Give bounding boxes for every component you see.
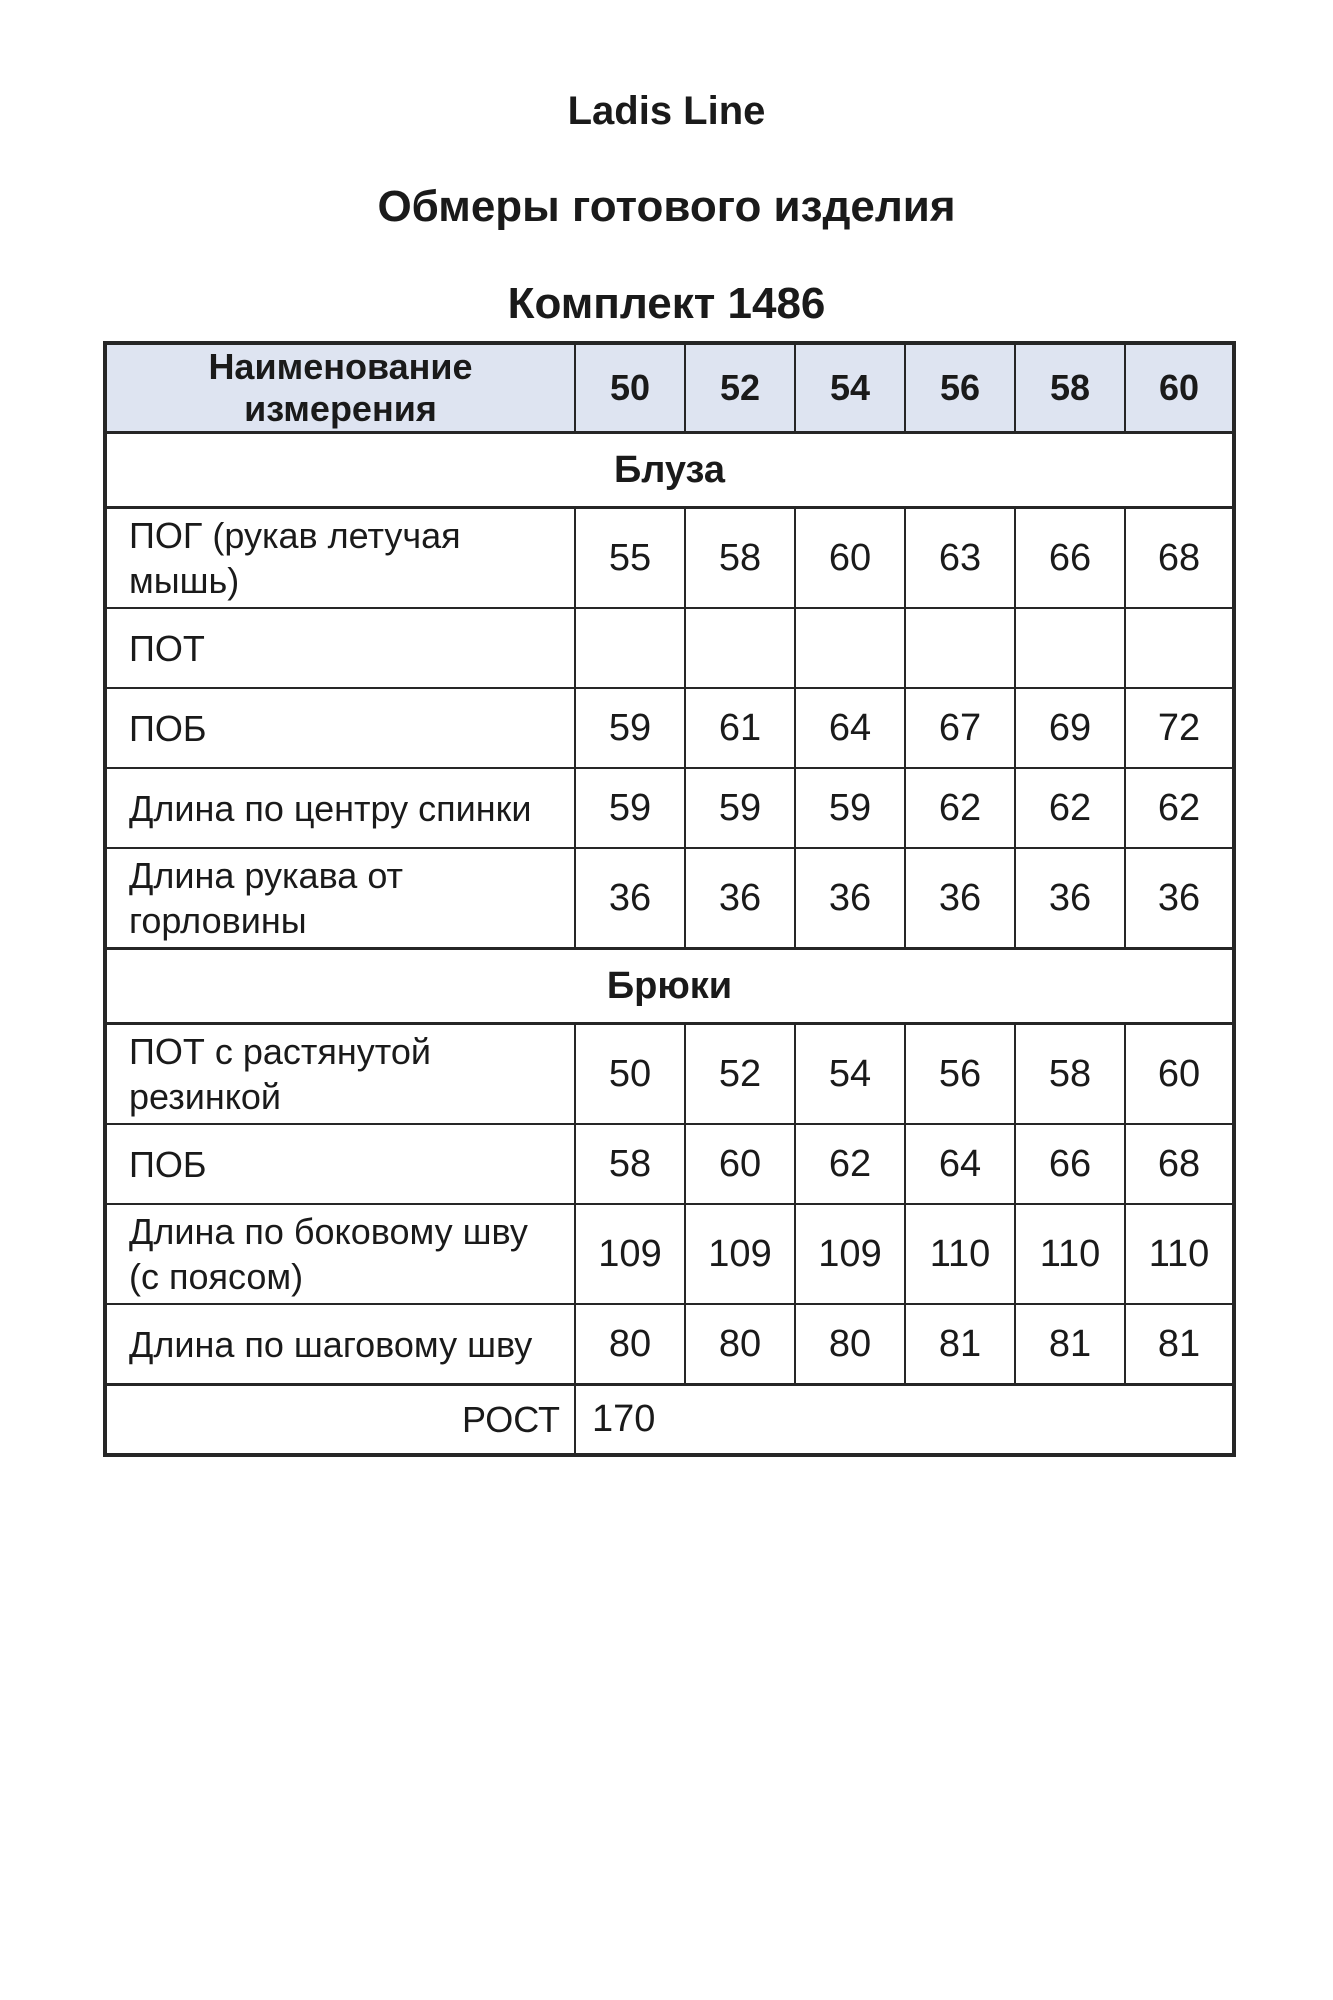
- value-cell: 110: [905, 1204, 1015, 1304]
- value-cell: [575, 608, 685, 688]
- value-cell: 59: [795, 768, 905, 848]
- value-cell: 80: [575, 1304, 685, 1385]
- measurements-table-body: [105, 343, 1234, 1455]
- table-row: [105, 508, 1234, 609]
- document-title: Обмеры готового изделия: [377, 182, 956, 231]
- value-cell: 62: [1125, 768, 1234, 848]
- value-cell: 81: [905, 1304, 1015, 1385]
- value-cell: 63: [905, 508, 1015, 609]
- value-cell: 50: [575, 1024, 685, 1125]
- value-cell: 80: [685, 1304, 795, 1385]
- height-row: [105, 1385, 1234, 1456]
- value-cell: 59: [575, 768, 685, 848]
- value-cell: 58: [1015, 1024, 1125, 1125]
- table-row: [105, 848, 1234, 949]
- row-label-cell: ПОТ: [105, 608, 575, 688]
- value-cell: 69: [1015, 688, 1125, 768]
- section-title-cell: Блуза: [105, 433, 1234, 508]
- size-header-cell-50: 50: [575, 343, 685, 433]
- row-label-cell: ПОГ (рукав летучая мышь): [105, 508, 575, 609]
- value-cell: 110: [1015, 1204, 1125, 1304]
- measurements-table: [103, 341, 1236, 1457]
- value-cell: 64: [905, 1124, 1015, 1204]
- brand-title: Ladis Line: [567, 89, 766, 133]
- row-label-cell: Длина по шаговому шву: [105, 1304, 575, 1385]
- value-cell: 59: [575, 688, 685, 768]
- table-row: [105, 1304, 1234, 1385]
- section-row: [105, 949, 1234, 1024]
- value-cell: 72: [1125, 688, 1234, 768]
- value-cell: 67: [905, 688, 1015, 768]
- value-cell: 60: [685, 1124, 795, 1204]
- height-label-cell: РОСТ: [105, 1385, 575, 1456]
- row-label-cell: ПОБ: [105, 688, 575, 768]
- value-cell: 109: [575, 1204, 685, 1304]
- value-cell: 58: [575, 1124, 685, 1204]
- table-row: [105, 1024, 1234, 1125]
- value-cell: 66: [1015, 1124, 1125, 1204]
- value-cell: 36: [1015, 848, 1125, 949]
- table-row: [105, 1124, 1234, 1204]
- value-cell: 61: [685, 688, 795, 768]
- header-row: [105, 343, 1234, 433]
- value-cell: 80: [795, 1304, 905, 1385]
- value-cell: 62: [795, 1124, 905, 1204]
- table-row: [105, 688, 1234, 768]
- row-label-cell: Длина рукава от горловины: [105, 848, 575, 949]
- size-header-cell-60: 60: [1125, 343, 1234, 433]
- value-cell: 54: [795, 1024, 905, 1125]
- row-label-cell: ПОТ с растянутой резинкой: [105, 1024, 575, 1125]
- product-title: Комплект 1486: [507, 278, 826, 328]
- table-row: [105, 768, 1234, 848]
- value-cell: 81: [1015, 1304, 1125, 1385]
- value-cell: 109: [795, 1204, 905, 1304]
- value-cell: 60: [795, 508, 905, 609]
- row-label-cell: ПОБ: [105, 1124, 575, 1204]
- height-value-cell: 170: [575, 1385, 1234, 1456]
- size-header-cell-56: 56: [905, 343, 1015, 433]
- size-header-cell-54: 54: [795, 343, 905, 433]
- value-cell: [795, 608, 905, 688]
- value-cell: 59: [685, 768, 795, 848]
- row-label-cell: Длина по центру спинки: [105, 768, 575, 848]
- value-cell: 109: [685, 1204, 795, 1304]
- section-title-cell: Брюки: [105, 949, 1234, 1024]
- size-header-cell-52: 52: [685, 343, 795, 433]
- header-label-cell: Наименование измерения: [105, 343, 575, 433]
- value-cell: 68: [1125, 1124, 1234, 1204]
- value-cell: [1015, 608, 1125, 688]
- value-cell: [685, 608, 795, 688]
- value-cell: 55: [575, 508, 685, 609]
- value-cell: 36: [685, 848, 795, 949]
- size-header-cell-58: 58: [1015, 343, 1125, 433]
- value-cell: [905, 608, 1015, 688]
- value-cell: 64: [795, 688, 905, 768]
- value-cell: 36: [795, 848, 905, 949]
- value-cell: 36: [1125, 848, 1234, 949]
- value-cell: 66: [1015, 508, 1125, 609]
- value-cell: 60: [1125, 1024, 1234, 1125]
- row-label-cell: Длина по боковому шву (с поясом): [105, 1204, 575, 1304]
- value-cell: [1125, 608, 1234, 688]
- value-cell: 52: [685, 1024, 795, 1125]
- value-cell: 58: [685, 508, 795, 609]
- value-cell: 36: [905, 848, 1015, 949]
- value-cell: 81: [1125, 1304, 1234, 1385]
- value-cell: 56: [905, 1024, 1015, 1125]
- table-row: [105, 608, 1234, 688]
- value-cell: 68: [1125, 508, 1234, 609]
- value-cell: 36: [575, 848, 685, 949]
- value-cell: 62: [905, 768, 1015, 848]
- value-cell: 110: [1125, 1204, 1234, 1304]
- table-row: [105, 1204, 1234, 1304]
- value-cell: 62: [1015, 768, 1125, 848]
- section-row: [105, 433, 1234, 508]
